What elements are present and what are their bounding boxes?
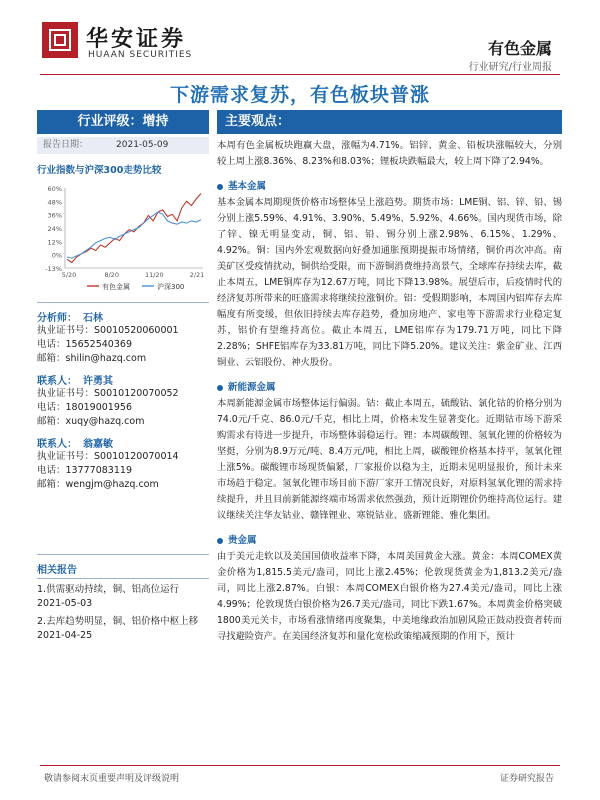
intro-paragraph: 本周有色金属板块跑赢大盘，涨幅为4.71%。铝锌、黄金、铅板块涨幅较大，分别较上周上涨8.36%、8.23%和8.03%；锂板块跌幅最大，较上周下降了2.94%。	[217, 140, 562, 167]
key-points-title: 主要观点：	[217, 110, 562, 134]
analyst-block-2	[37, 435, 209, 492]
index-comparison-chart	[37, 180, 209, 300]
section-heading	[217, 532, 562, 546]
legend-label: 沪深300	[157, 283, 185, 291]
section-body: 由于美元走软以及美国国债收益率下降，本周美国黄金大涨。黄金：本周COMEX黄金价格为1,815.5美元/盎司，同比上涨2.45%；伦敦现货黄金为1,813.2美元/盎司，同比上涨2.87%。白银：本周COMEX白银价格为27.4美元/盎司，同比上涨4.99%；伦敦现货白银价格为26.7美元/盎司，同比下跌1.67%。本周黄金价格突破1800美元关卡，市场看涨情绪再度聚集，中美地缘政治加剧风险正鼓动投资者转而寻找避险资产。在美国经济复苏和量化宽松政策缩减预期的作用下，预计	[217, 551, 562, 642]
footer-divider	[40, 765, 560, 766]
divider	[37, 578, 209, 579]
chart-title: 行业指数与沪深300走势比较	[37, 165, 162, 176]
analyst-name: 石林	[83, 313, 103, 324]
divider	[37, 554, 209, 555]
related-report-item[interactable]	[37, 615, 209, 643]
y-tick-label: 12%	[47, 238, 62, 247]
section-heading	[217, 379, 562, 393]
contact-role: 联系人：	[37, 376, 77, 387]
related-report-item[interactable]	[37, 583, 209, 611]
contact-email[interactable]: 邮箱：xuqy@hazq.com	[37, 416, 145, 427]
section-heading	[217, 178, 562, 192]
company-name-cn: 华安证券	[86, 26, 187, 52]
bullet-icon	[217, 538, 223, 544]
huaan-logo-icon	[42, 22, 78, 58]
contact-phone: 电话：13777083119	[37, 465, 132, 476]
section-heading-text: 贵金属	[228, 535, 257, 546]
series-line-0	[67, 194, 201, 263]
bullet-icon	[217, 184, 223, 190]
x-tick-label: 5/20	[61, 271, 77, 279]
company-name-en: HUAAN SECURITIES	[88, 50, 193, 60]
page-header	[0, 0, 600, 75]
related-reports-title: 相关报告	[37, 565, 77, 576]
report-date	[37, 137, 209, 154]
section-body: 基本金属本周期现货价格市场整体呈上涨趋势。期货市场：LME铜、铝、锌、铅、锡分别上涨5.59%、4.91%、3.90%、5.49%、5.92%、4.66%。国内现货市场，除了锌、镍无明显变动，铜、铝、铅、锡分别上涨2.98%、6.15%、1.29%、4.92%。铜：国内外宏观数据向好叠加通胀预期提振市场情绪，铜价再次冲高。南美矿区受疫情扰动，铜供给受限，而下游铜消费维持高景气，全球库存持续去库，截止本周五，LME铜库存为12.67万吨，同比下降13.98%。展望后市，后疫情时代的经济复苏所带来的旺盛需求将继续拉涨铜价。铝：受假期影响，本周国内铝库存去库幅度有所变缓，但依旧持续去库存趋势，叠加房地产、家电等下游需求行业稳定复苏，铝价有望维持高位。截止本周五，LME铝库存为179.71万吨，同比下降2.28%；SHFE铝库存为33.81万吨，同比下降5.20%。建议关注：紫金矿业、江西铜业、云铝股份、神火股份。	[217, 197, 562, 368]
x-tick-label: 11/20	[144, 271, 164, 279]
y-tick-label: 60%	[47, 185, 62, 193]
legend-label: 有色金属	[102, 283, 130, 291]
x-tick-label: 8/20	[104, 271, 119, 279]
footer-label: 证券研究报告	[499, 774, 554, 784]
y-tick-label: 36%	[47, 211, 62, 220]
analyst-cert: 执业证书号：S0010520060001	[37, 325, 179, 336]
industry-rating: 行业评级：增持	[37, 110, 209, 134]
main-content	[217, 110, 562, 645]
related-report-date: 2021-05-03	[37, 598, 93, 609]
section-heading-text: 新能源金属	[228, 382, 276, 393]
analyst-phone: 电话：15652540369	[37, 339, 132, 350]
report-type: 行业研究/行业周报	[468, 62, 552, 73]
contact-email[interactable]: 邮箱：wengjm@hazq.com	[37, 479, 159, 490]
y-tick-label: 48%	[47, 198, 62, 207]
contact-cert: 执业证书号：S0010120070052	[37, 388, 179, 399]
sector-title: 有色金属	[487, 39, 552, 58]
analyst-email[interactable]: 邮箱：shilin@hazq.com	[37, 353, 147, 364]
related-report-date: 2021-04-25	[37, 630, 93, 641]
report-date-label: 报告日期：	[43, 140, 89, 150]
chart-svg	[37, 180, 209, 300]
analyst-role: 分析师：	[37, 313, 77, 324]
y-tick-label: 24%	[47, 225, 62, 233]
footer-disclaimer: 敬请参阅末页重要声明及评级说明	[44, 774, 180, 784]
report-title: 下游需求复苏，有色板块普涨	[169, 84, 430, 106]
contact-phone: 电话：18019001956	[37, 402, 132, 413]
bullet-icon	[217, 385, 223, 391]
y-tick-label: -13%	[45, 265, 62, 273]
x-tick-label: 2/21	[189, 271, 205, 279]
analyst-block-1	[37, 372, 209, 429]
y-tick-label: 0%	[51, 251, 62, 260]
related-report-text: 1.供需驱动持续，铜、铝高位运行	[37, 584, 180, 595]
contact-name: 翁嘉敏	[83, 439, 113, 450]
section-heading-text: 基本金属	[228, 181, 267, 192]
analyst-block-0	[37, 309, 209, 366]
contact-name: 许勇其	[83, 376, 113, 387]
section-body: 本周新能源金属市场整体运行偏弱。钴：截止本周五，硫酸钴、氯化钴的价格分别为74.0元/千克、86.0元/千克，相比上周，价格未发生显著变化。近期钴市场下游采购需求有待进一步提升，市场整体弱稳运行。锂：本周碳酸锂、氢氧化锂的价格较为坚挺，分别为8.9万元/吨、8.4万元/吨，相比上周，碳酸锂价格基本持平，氢氧化锂上涨5%。碳酸锂市场现货偏紧，厂家报价以稳为主，近期未见明显报价，预计未来市场趋于稳定。氢氧化锂市场目前下游厂家开工情况良好，对原料氢氧化锂的需求持续提升，并且目前新能源终端市场需求依然强劲，预计近期锂价仍维持高位运行。建议继续关注华友钴业、赣锋锂业、寒锐钴业、盛新锂能、雅化集团。	[217, 398, 562, 521]
report-date-value: 2021-05-09	[116, 140, 169, 150]
header-divider	[40, 74, 560, 75]
contact-cert: 执业证书号：S0010120070014	[37, 451, 179, 462]
left-sidebar	[37, 110, 209, 643]
divider	[37, 302, 209, 303]
contact-role: 联系人：	[37, 439, 77, 450]
related-report-text: 2.去库趋势明显，铜、铝价格中枢上移	[37, 616, 199, 627]
